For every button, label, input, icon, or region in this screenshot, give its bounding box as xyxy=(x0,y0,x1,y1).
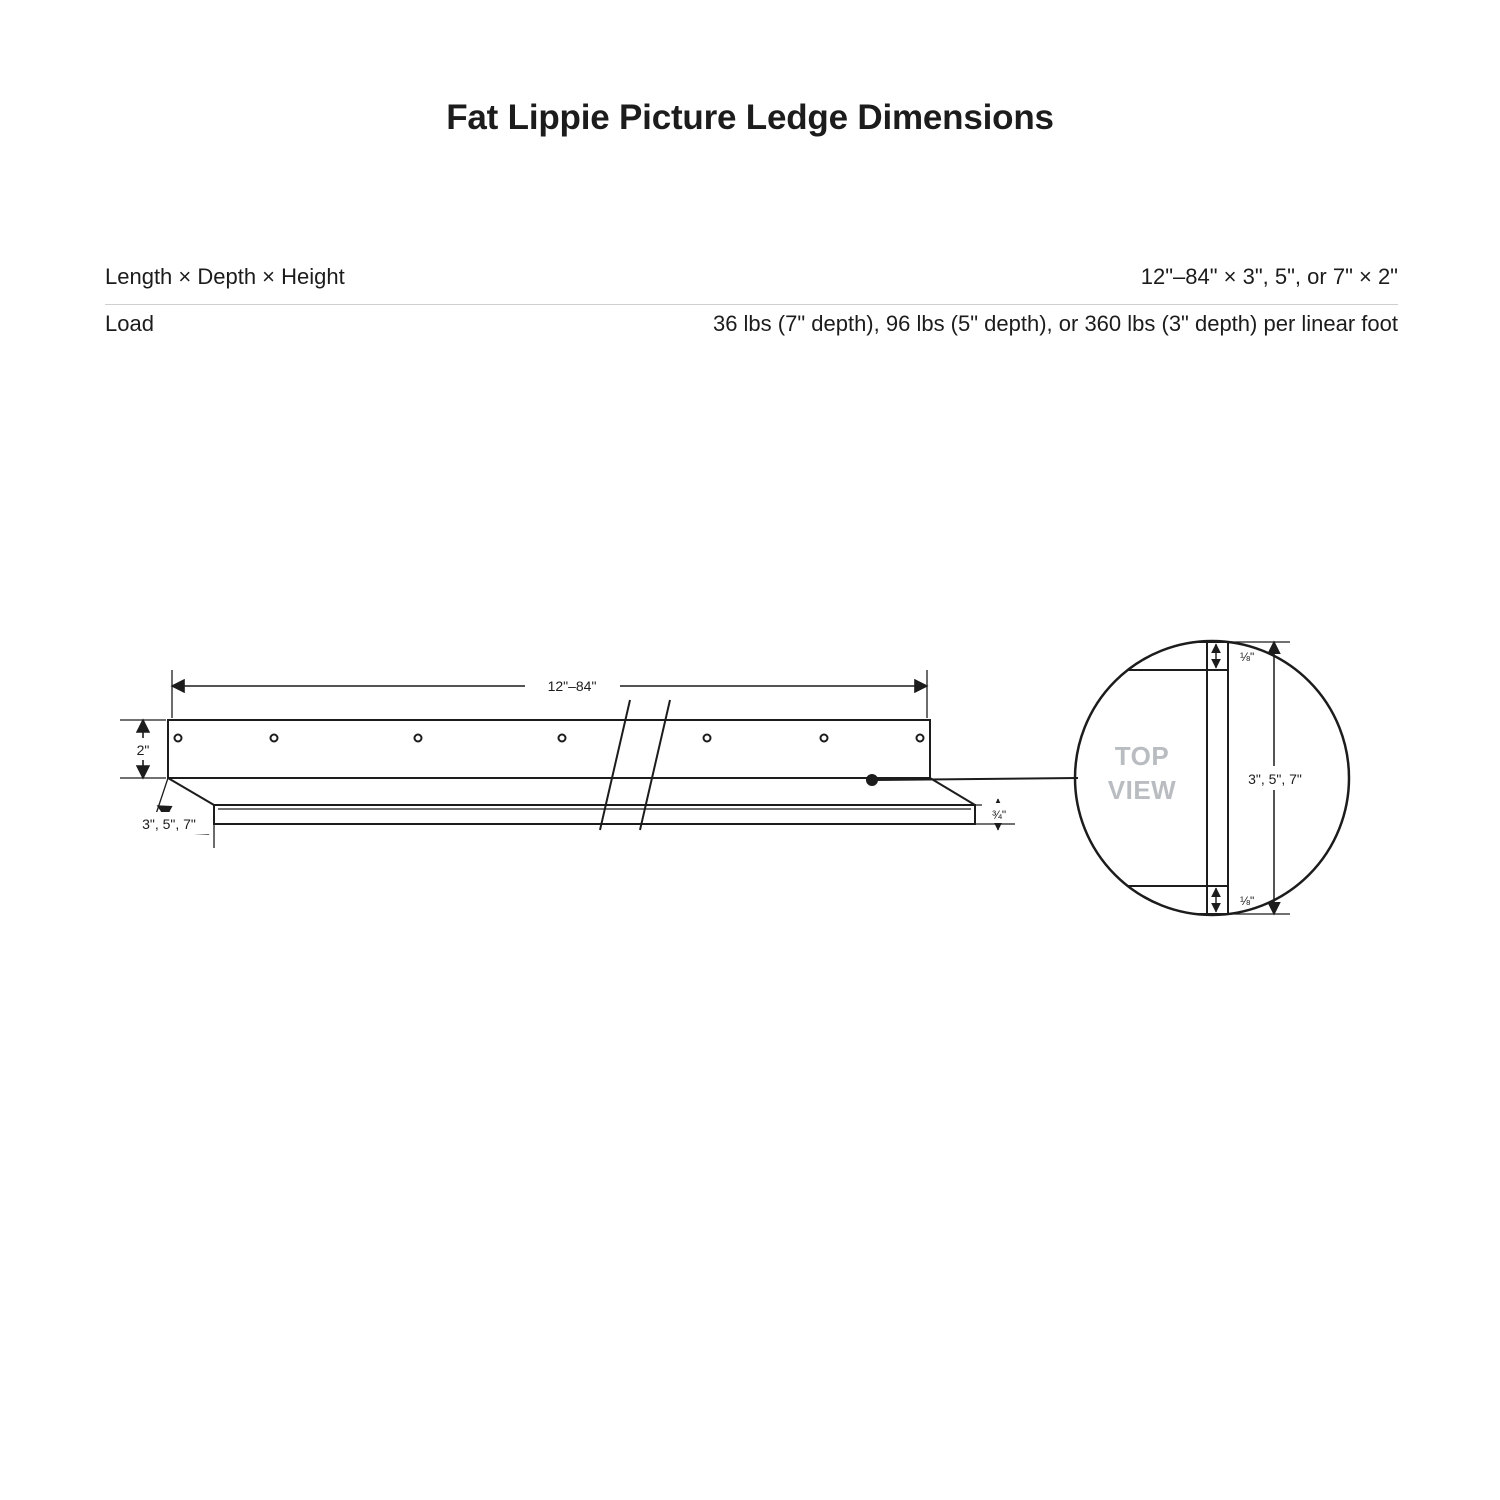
spec-value: 36 lbs (7" depth), 96 lbs (5" depth), or 360 lbs (3" depth) per linear foot xyxy=(712,311,1398,336)
thickness-dimension xyxy=(975,799,1016,830)
spec-label: Length × Depth × Height xyxy=(105,264,345,289)
spec-value: 12"–84" × 3", 5", or 7" × 2" xyxy=(1140,264,1398,289)
thickness-dimension-label: ¾" xyxy=(991,808,1007,822)
height-dimension-label: 2" xyxy=(136,742,150,758)
detail-depth-dimension xyxy=(1228,642,1320,914)
page-title: Fat Lippie Picture Ledge Dimensions xyxy=(446,98,1054,137)
length-dimension-label: 12"–84" xyxy=(547,678,597,694)
detail-lip-top-dimension xyxy=(1216,644,1254,668)
ledge-diagram-svg xyxy=(0,600,1500,980)
mounting-holes xyxy=(175,735,924,742)
depth-dimension xyxy=(126,778,214,848)
detail-lip-top-label: ⅛" xyxy=(1240,650,1255,664)
top-view-label-line2: VIEW xyxy=(1107,775,1177,805)
detail-lip-bottom-label: ⅛" xyxy=(1240,894,1255,908)
height-dimension xyxy=(120,720,166,778)
spec-label: Load xyxy=(105,311,154,336)
detail-lip-bottom-dimension xyxy=(1216,888,1254,912)
table-row xyxy=(105,305,1398,351)
detail-depth-label: 3", 5", 7" xyxy=(1248,771,1302,787)
length-dimension xyxy=(172,670,927,718)
ledge-body xyxy=(168,720,975,824)
detail-callout-leader xyxy=(866,774,1078,786)
specifications-table xyxy=(105,258,1398,351)
table-row xyxy=(105,258,1398,305)
detail-circle xyxy=(1060,641,1349,915)
depth-dimension-label: 3", 5", 7" xyxy=(142,816,196,832)
dimension-drawing xyxy=(0,600,1500,980)
top-view-label-line1: TOP xyxy=(1114,741,1170,771)
